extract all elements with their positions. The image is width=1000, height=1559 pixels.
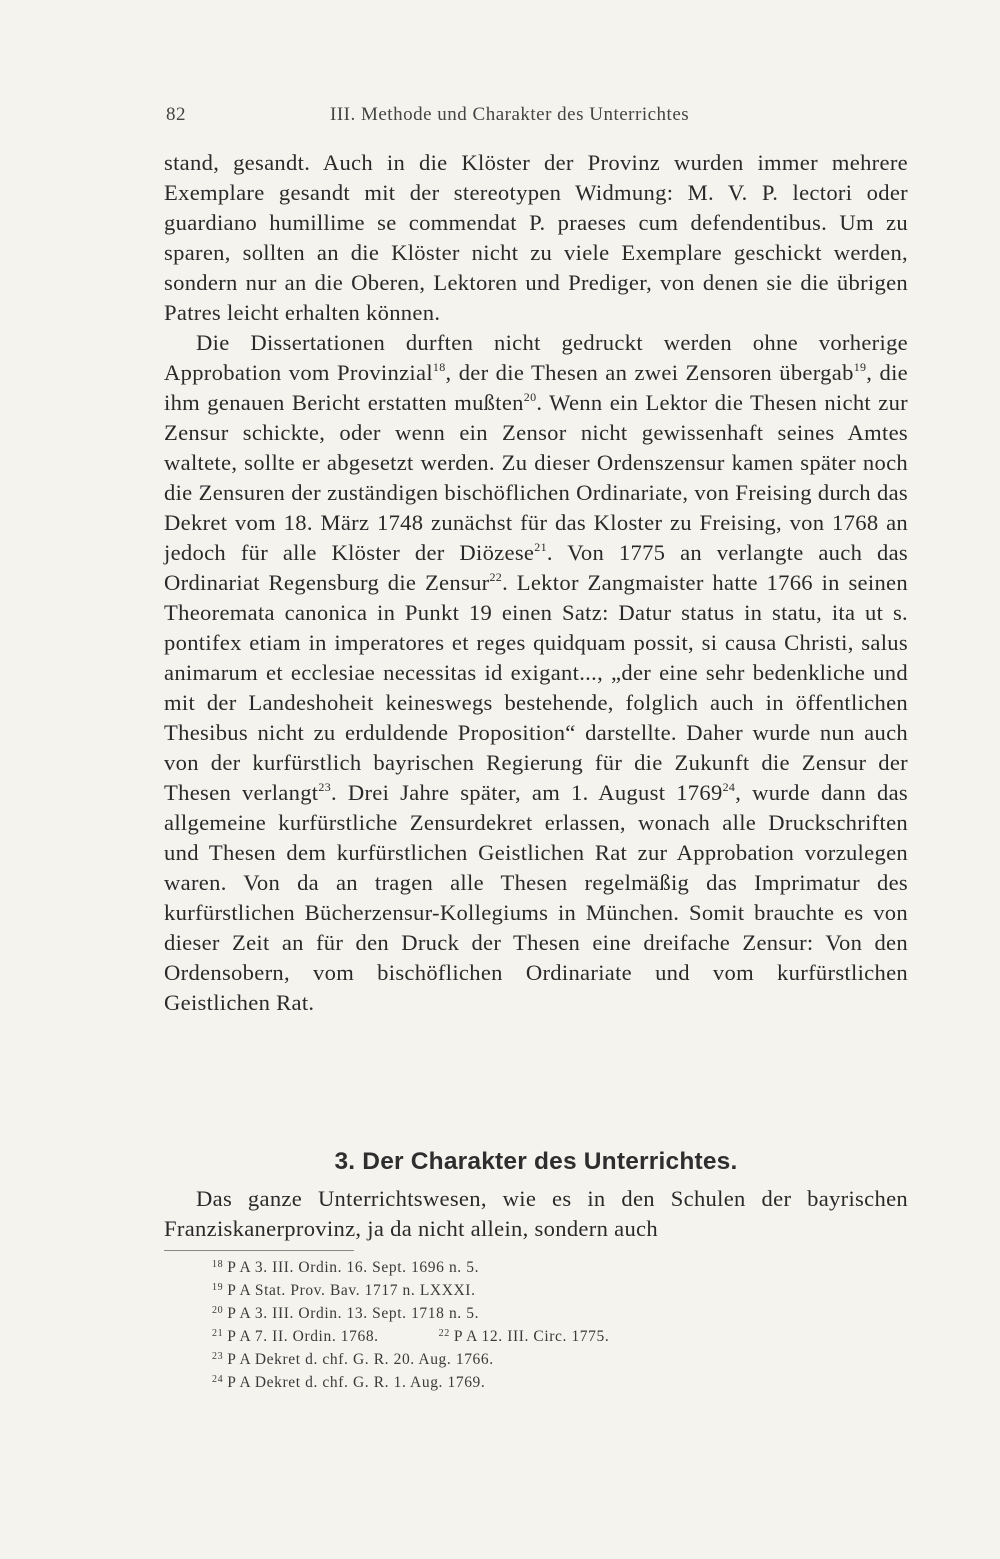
footnotes — [212, 1256, 852, 1394]
footnote-ref: 24 — [722, 780, 736, 794]
paragraph-1: stand, gesandt. Auch in die Klöster der Provinz wurden immer mehrere Exemplare gesandt mit der stereotypen Widmung: M. V. P. lectori oder guardiano humillime se commendat P. praeses cum defendentibus. Um zu sparen, sollten an die Klöster nicht zu viele Exemplare geschickt werden, sondern nur an die Oberen, Lektoren und Prediger, von denen sie die übrigen Patres leicht erhalten können. — [164, 150, 908, 325]
paragraph-2-text: , wurde dann das allgemeine kurfürstliche Zensurdekret erlassen, wonach alle Druckschriften und Thesen dem kurfürstlichen Geistlichen Rat zur Approbation vorzulegen waren. Von da an tragen alle Thesen regelmäßig das Imprimatur des kurfürstlichen Bücherzensur-Kollegiums in München. Somit brauchte es von dieser Zeit an für den Druck der Thesen eine dreifache Zensur: Von den Ordensobern, vom bischöflichen Ordinariate und vom kurfürstlichen Geistlichen Rat. — [164, 780, 909, 1015]
footnote-20 — [212, 1302, 852, 1325]
footnote-text: P A 12. III. Circ. 1775. — [453, 1328, 610, 1345]
section-text — [164, 1184, 908, 1244]
footnote-ref: 23 — [318, 780, 331, 794]
footnote-number: 21 — [212, 1328, 224, 1339]
footnote-ref: 19 — [853, 360, 867, 374]
footnote-ref: 20 — [523, 390, 537, 404]
paragraph-2 — [164, 328, 908, 1018]
paragraph-2-text: , die ihm genauen Bericht erstatten mußten — [164, 360, 908, 415]
paragraph-2-text: . Lektor Zangmaister hatte 1766 in seinen Theoremata canonica in Punkt 19 einen Satz: Datur status in statu, ita ut s. pontifex etiam in imperatores et reges quidquam possit, si causa Christi, salus animarum et ecclesiae necessitas id exigant..., „der eine sehr bedenkliche und mit der Landeshoheit keineswegs bestehende, folglich auch in öffentlichen Thesibus nicht zu erduldende Proposition“ darstellte. Daher wurde nun auch von der kurfürstlich bayrischen Regierung für die Zukunft die Zensur der Thesen verlangt — [164, 570, 908, 805]
footnote-ref: 22 — [489, 570, 503, 584]
footnote-text: P A 3. III. Ordin. 13. Sept. 1718 n. 5. — [227, 1305, 480, 1322]
main-text — [164, 148, 908, 1018]
footnote-18 — [212, 1256, 852, 1279]
footnote-text: P A Dekret d. chf. G. R. 1. Aug. 1769. — [227, 1374, 486, 1391]
footnote-text: P A Dekret d. chf. G. R. 20. Aug. 1766. — [227, 1351, 494, 1368]
footnote-24 — [212, 1371, 852, 1394]
footnote-number: 22 — [438, 1328, 450, 1339]
footnote-19 — [212, 1279, 852, 1302]
section-paragraph: Das ganze Unterrichtswesen, wie es in den Schulen der bayrischen Franziskanerprovinz, ja da nicht allein, sondern auch — [164, 1186, 908, 1241]
running-head-title: III. Methode und Charakter des Unterrichtes — [330, 104, 690, 125]
footnote-divider — [164, 1250, 354, 1251]
paragraph-2-text: . Drei Jahre später, am 1. August 1769 — [331, 780, 723, 805]
footnote-text: P A 3. III. Ordin. 16. Sept. 1696 n. 5. — [227, 1259, 480, 1276]
footnote-text: P A Stat. Prov. Bav. 1717 n. LXXXI. — [227, 1282, 476, 1299]
footnote-23 — [212, 1348, 852, 1371]
footnote-number: 18 — [212, 1259, 224, 1270]
footnote-number: 19 — [212, 1282, 224, 1293]
page-number: 82 — [166, 104, 186, 125]
paragraph-2-text: Die Dissertationen durften nicht gedruckt werden ohne vorherige Approbation vom Provinzial — [164, 330, 908, 385]
paragraph-2-text: , der die Thesen an zwei Zensoren übergab — [445, 360, 854, 385]
paragraph-2-text: . Von 1775 an verlangte auch das Ordinariat Regensburg die Zensur — [164, 540, 908, 595]
footnote-number: 23 — [212, 1351, 224, 1362]
section-heading: 3. Der Charakter des Unterrichtes. — [334, 1148, 738, 1175]
footnote-number: 24 — [212, 1374, 224, 1385]
paragraph-2-text: . Wenn ein Lektor die Thesen nicht zur Zensur schickte, oder wenn ein Zensor nicht gewissenhaft seines Amtes waltete, sollte er abgesetzt werden. Zu dieser Ordenszensur kamen später noch die Zensuren der zuständigen bischöflichen Ordinariate, von Freising durch das Dekret vom 18. März 1748 zunächst für das Kloster zu Freising, von 1768 an jedoch für alle Klöster der Diözese — [164, 390, 908, 565]
footnote-number: 20 — [212, 1305, 224, 1316]
footnote-21-22 — [212, 1325, 852, 1348]
footnote-ref: 18 — [432, 360, 446, 374]
footnote-ref: 21 — [534, 540, 547, 554]
footnote-text: P A 7. II. Ordin. 1768. — [227, 1328, 379, 1345]
